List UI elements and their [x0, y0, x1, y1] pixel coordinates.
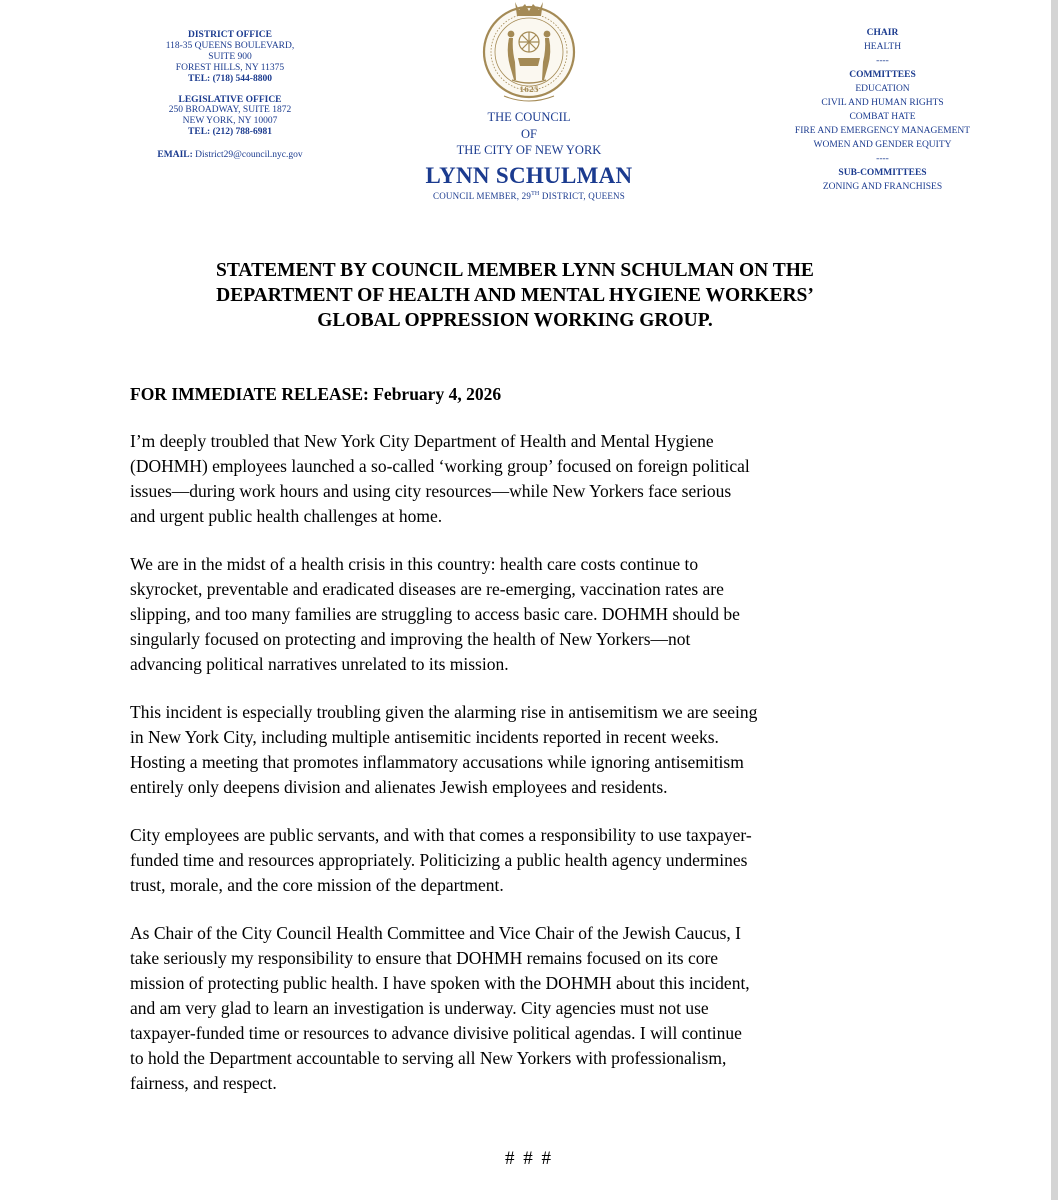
- title-line: DEPARTMENT OF HEALTH AND MENTAL HYGIENE WORKERS’: [216, 285, 814, 306]
- statement-title: [100, 258, 930, 333]
- committee-item: FIRE AND EMERGENCY MANAGEMENT: [794, 126, 971, 136]
- council-heading: [400, 109, 658, 159]
- committees-label: COMMITTEES: [849, 70, 916, 80]
- chair-label: CHAIR: [866, 28, 899, 38]
- email-line: [130, 150, 330, 161]
- council-line: OF: [521, 126, 537, 141]
- council-identity-block: [400, 0, 658, 202]
- separator: ----: [876, 154, 889, 164]
- separator: ----: [876, 56, 889, 66]
- body-paragraph: This incident is especially troubling given the alarming rise in antisemitism we are seeing in New York City, including multiple antisemitic incidents reported in recent weeks. Hosting a meeting that promotes inflammatory accusations while ignoring antisemitism entirely only deepens division and alienates Jewish employees and residents.: [130, 702, 758, 797]
- email-address[interactable]: District29@council.nyc.gov: [195, 150, 303, 161]
- legislative-address-line: 250 BROADWAY, SUITE 1872: [168, 105, 292, 116]
- subcommittee-item: ZONING AND FRANCHISES: [822, 182, 943, 192]
- office-contact-block: [130, 30, 330, 161]
- email-label: EMAIL:: [157, 150, 193, 161]
- legislative-address-line: NEW YORK, NY 10007: [182, 116, 278, 127]
- chair-committee: HEALTH: [863, 42, 902, 52]
- title-line: GLOBAL OPPRESSION WORKING GROUP.: [317, 310, 713, 331]
- committee-item: COMBAT HATE: [849, 112, 916, 122]
- committee-item: EDUCATION: [855, 84, 910, 94]
- end-mark: # # #: [505, 1148, 553, 1169]
- body-paragraph: As Chair of the City Council Health Committee and Vice Chair of the Jewish Caucus, I take seriously my responsibility to ensure that DOHMH remains focused on its core mission of protecting public health. I have spoken with the DOHMH about this incident, and am very glad to learn an investigation is underway. City agencies must not use taxpayer-funded time or resources to advance divisive political agendas. I will continue to hold the Department accountable to serving all New Yorkers with professionalism, fairness, and respect.: [130, 923, 750, 1093]
- legislative-office-label: LEGISLATIVE OFFICE: [178, 94, 282, 105]
- district-address-line: SUITE 900: [208, 51, 252, 62]
- seal-year: 1625: [519, 85, 539, 94]
- subcommittees-label: SUB-COMMITTEES: [838, 168, 927, 178]
- district-address-line: 118-35 QUEENS BOULEVARD,: [165, 40, 295, 51]
- committee-list-block: [770, 26, 995, 194]
- district-address-line: FOREST HILLS, NY 11375: [175, 62, 285, 73]
- committee-item: WOMEN AND GENDER EQUITY: [813, 140, 952, 150]
- letterhead: [0, 0, 1058, 230]
- member-name: LYNN SCHULMAN: [425, 162, 633, 188]
- council-line: THE CITY OF NEW YORK: [456, 143, 602, 158]
- council-line: THE COUNCIL: [487, 110, 571, 124]
- district-office-label: DISTRICT OFFICE: [187, 30, 273, 40]
- statement-body: [130, 382, 920, 1119]
- committee-item: CIVIL AND HUMAN RIGHTS: [821, 98, 944, 108]
- city-seal-icon: [482, 0, 576, 106]
- body-paragraph: I’m deeply troubled that New York City Department of Health and Mental Hygiene (DOHMH) employees launched a so-called ‘working group’ focused on foreign political issues—during work hours and using city resources—while New Yorkers face serious and urgent public health challenges at home.: [130, 431, 750, 526]
- title-line: STATEMENT BY COUNCIL MEMBER LYNN SCHULMAN ON THE: [216, 260, 814, 281]
- district-tel: TEL: (718) 544-8800: [188, 73, 272, 84]
- body-paragraph: City employees are public servants, and with that comes a responsibility to use taxpayer- funded time and resources appropriately. Politicizing a public health agency undermines trust, morale, and the core mission of the department.: [130, 825, 752, 895]
- release-date: FOR IMMEDIATE RELEASE: February 4, 2026: [130, 384, 502, 404]
- member-role: COUNCIL MEMBER, 29TH DISTRICT, QUEENS: [433, 190, 625, 201]
- body-paragraph: We are in the midst of a health crisis in this country: health care costs continue to skyrocket, preventable and eradicated diseases are re-emerging, vaccination rates are slipping, and too many families are struggling to access basic care. DOHMH should be singularly focused on protecting and improving the health of New Yorkers—not advancing political narratives unrelated to its mission.: [130, 554, 740, 674]
- legislative-tel: TEL: (212) 788-6981: [188, 127, 272, 138]
